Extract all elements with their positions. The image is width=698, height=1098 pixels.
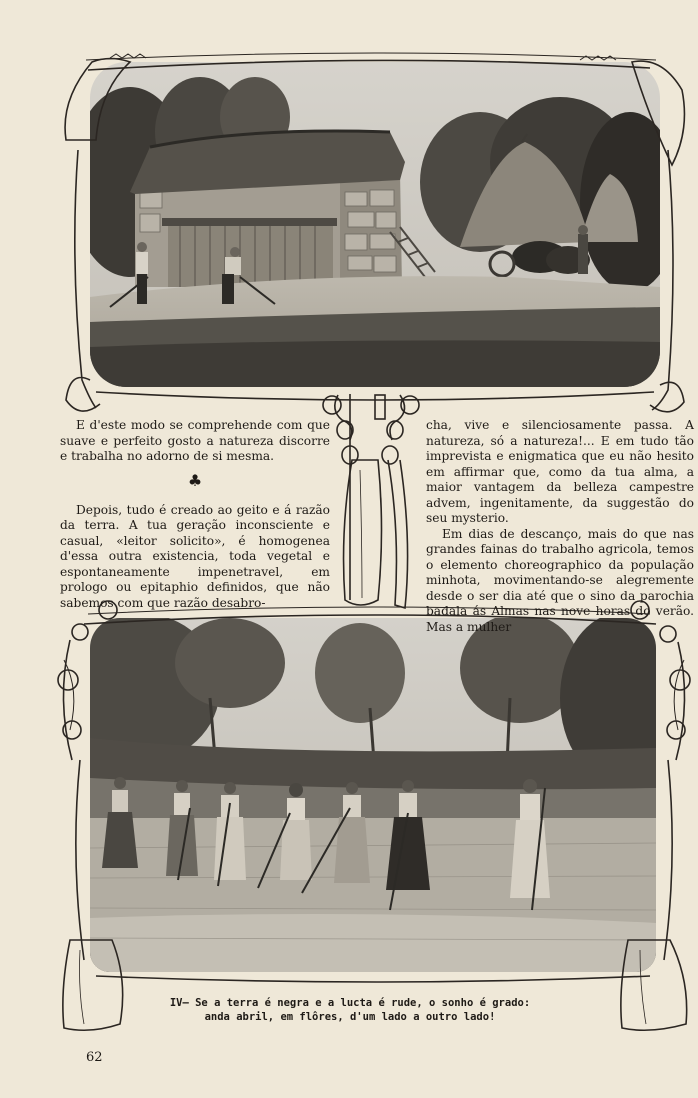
text-column-left — [60, 418, 330, 611]
photo-threshing-barn — [90, 62, 660, 387]
text-column-right — [426, 418, 694, 635]
club-ornament-icon: ♣ — [187, 470, 203, 490]
caption-line-2: anda abril, em flôres, d'um lado a outro lado! — [204, 1011, 496, 1023]
photo-women-field-image — [90, 618, 656, 972]
caption-line-1: IV— Se a terra é negra e a lucta é rude, o sonho é grado: — [169, 997, 531, 1009]
photo-threshing-barn-image — [90, 62, 660, 387]
photo-women-field — [90, 618, 656, 972]
page-number: 62 — [86, 1050, 103, 1065]
paragraph-left-2: Depois, tudo é creado ao geito e á razão da terra. A tua geração inconsciente e casual, «leitor solicito», é homogenea d'essa outra existencia, toda vegetal e espontaneamente impenetravel, em prologo ou epitaphio definidos, que não sabemos com que razão desabro- — [60, 502, 330, 610]
photo-caption — [140, 996, 560, 1024]
paragraph-right-2: Em dias de descanço, mais do que nas grandes fainas do trabalho agricola, temos o elemento choreographico da população minhota, movimentando-se alegremente desde o ser dia até que o sino da parochia badala ás Almas nas nove horas do verão. Mas a mulher — [426, 526, 694, 634]
paragraph-right-1: cha, vive e silenciosamente passa. A natureza, só a natureza!... E em tudo tão imprevista e enigmatica que eu não hesito em affirmar que, como da tua alma, a maior vantagem da belleza campestre advem, ingenitamente, da suggestão do seu mysterio. — [426, 418, 694, 525]
paragraph-left-1: E d'este modo se comprehende com que suave e perfeito gosto a natureza discorre e trabalha no adorno de si mesma. — [60, 418, 330, 463]
